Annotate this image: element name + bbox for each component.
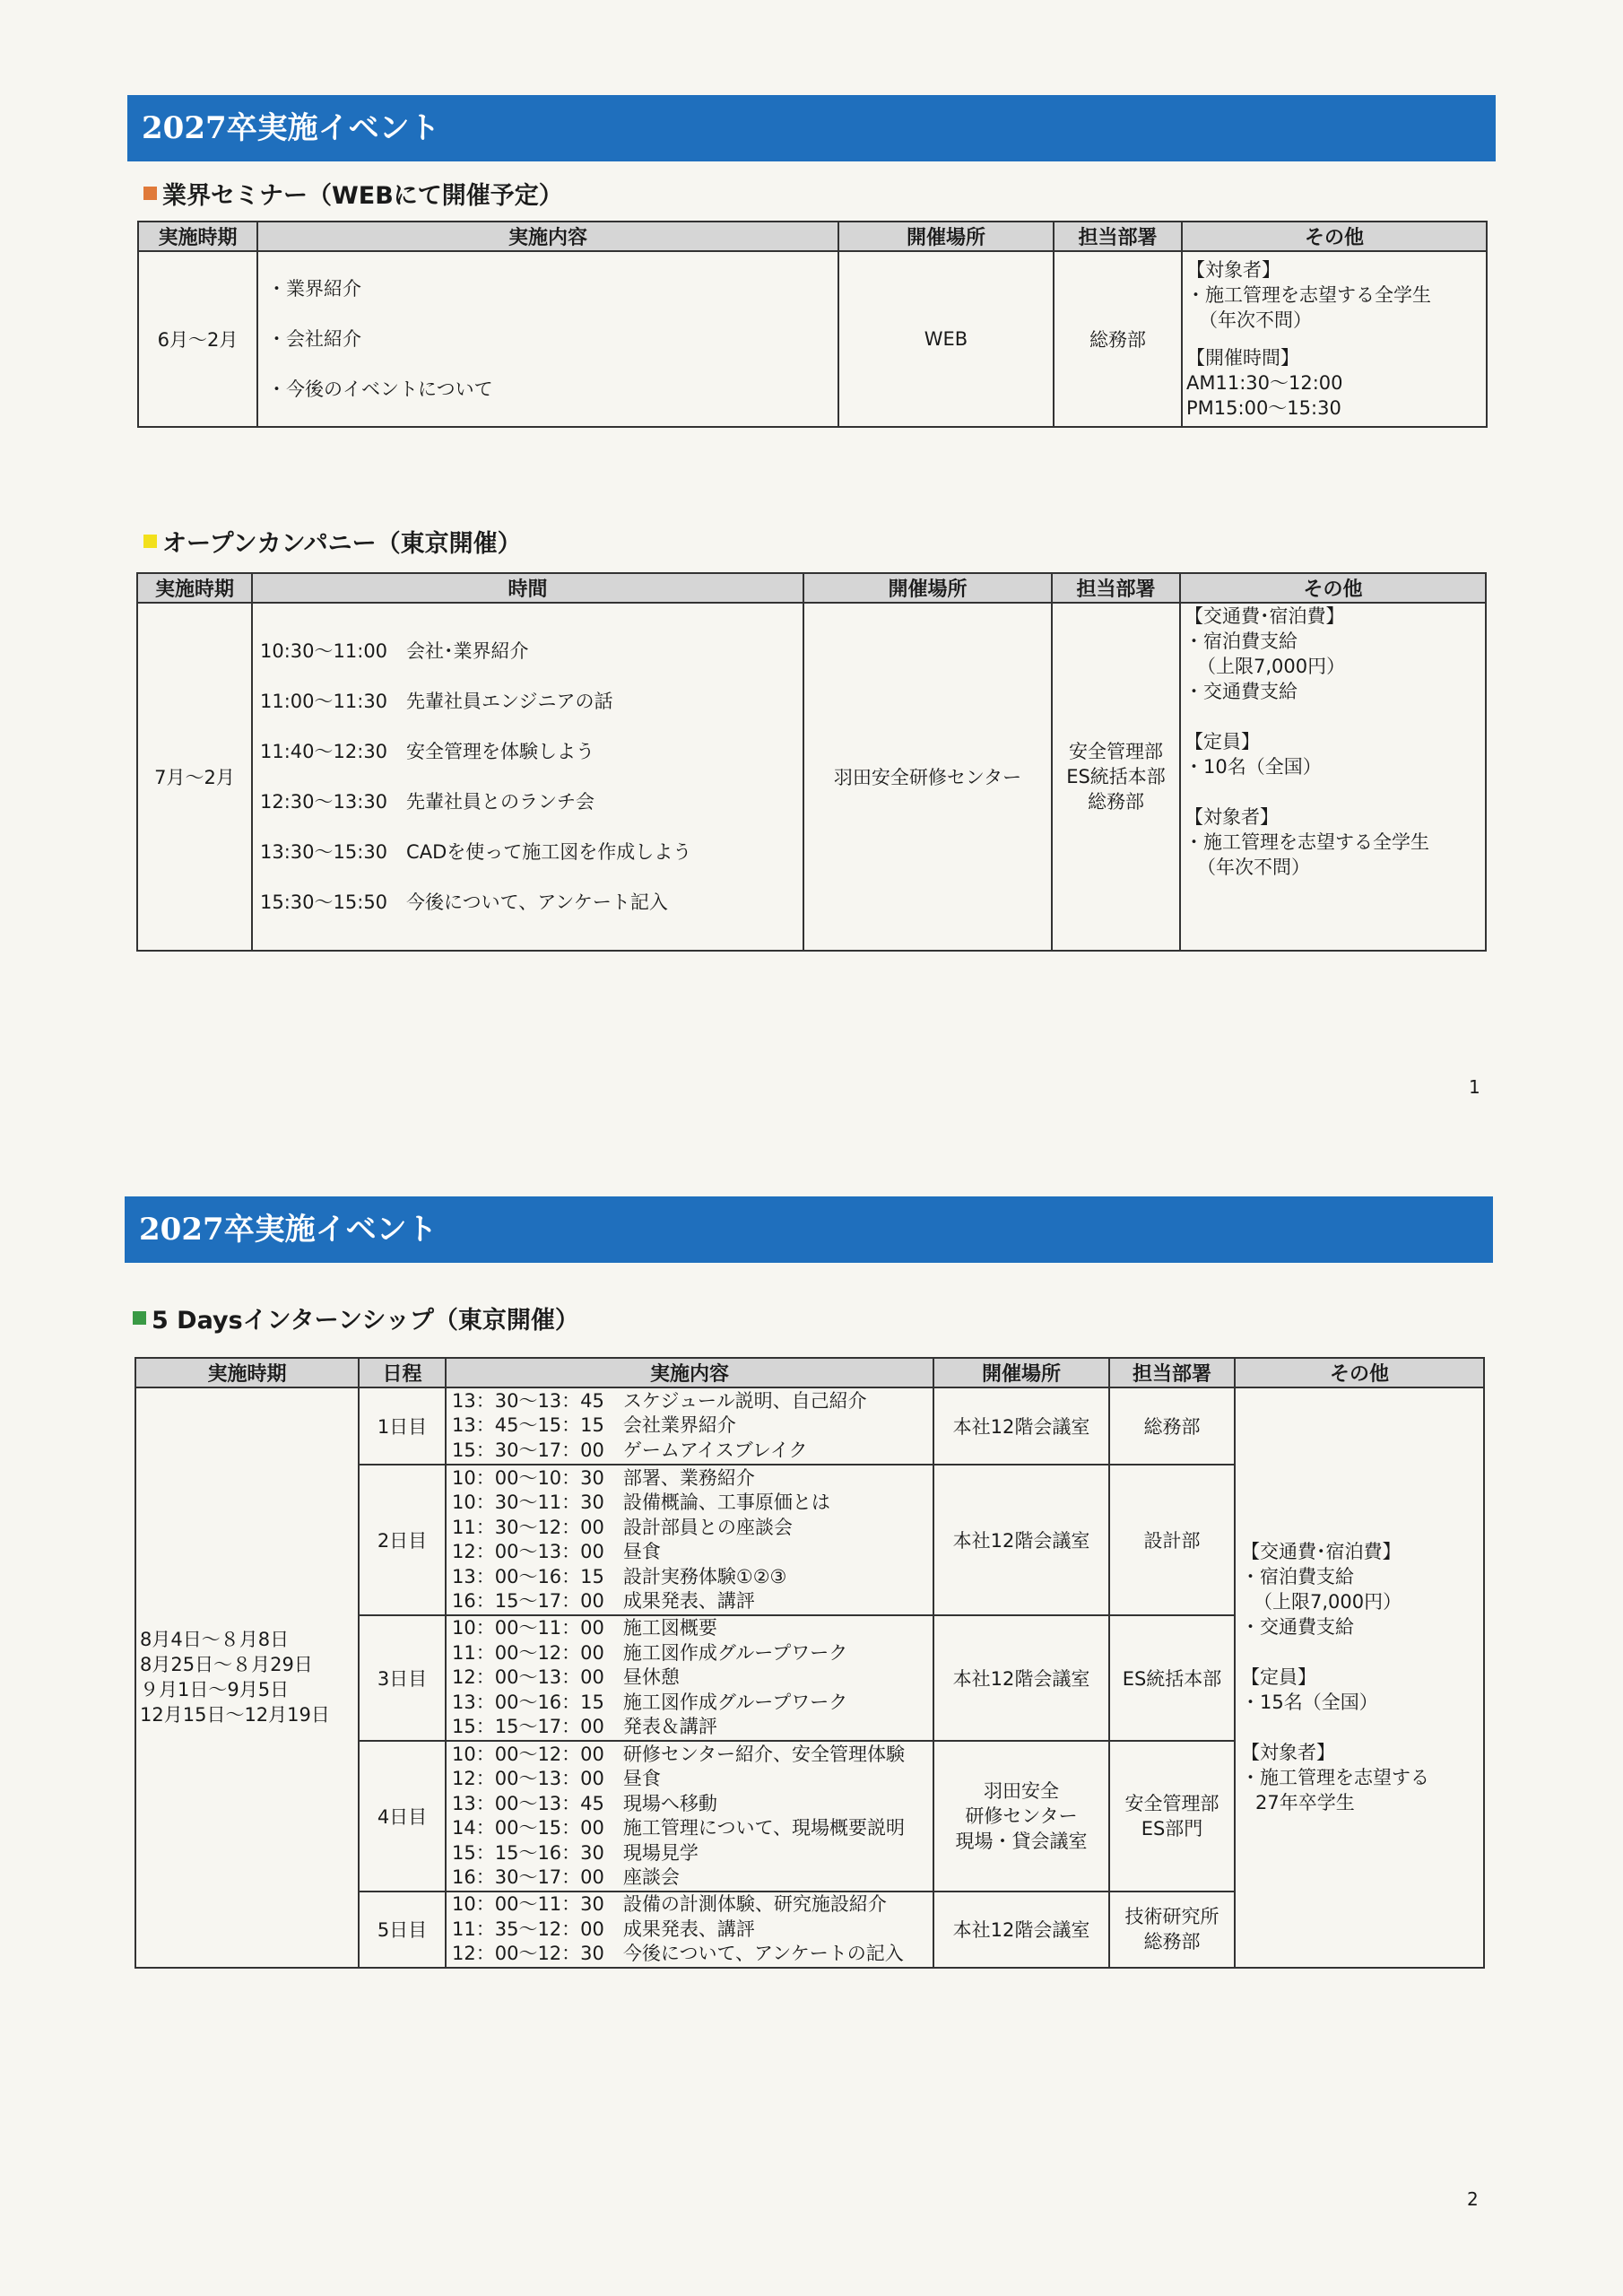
- other-line: 【交通費･宿泊費】: [1241, 1541, 1402, 1563]
- day-label: 2日目: [359, 1465, 446, 1615]
- other-line: ・宿泊費支給: [1185, 631, 1298, 652]
- header-dept: 担当部署: [1109, 1358, 1235, 1387]
- schedule-item: 12：00～12：30 今後について、アンケートの記入: [452, 1943, 904, 1964]
- schedule-item: 13：45～15：15 会社業界紹介: [452, 1414, 736, 1437]
- other-line: 【開催時間】: [1186, 347, 1299, 369]
- other-line: （上限7,000円）: [1197, 656, 1346, 677]
- schedule-item: 12：00～13：00 昼食: [452, 1768, 661, 1789]
- schedule-item: 13：00～13：45 現場へ移動: [452, 1792, 717, 1814]
- schedule-item: 13：30～13：45 スケジュール説明、自己紹介: [452, 1389, 867, 1412]
- open-company-schedule: [252, 603, 803, 951]
- day-dept: ES統括本部: [1109, 1615, 1235, 1741]
- other-line: 【定員】: [1185, 731, 1260, 752]
- day-venue: [933, 1741, 1109, 1892]
- header-dept: 担当部署: [1054, 222, 1182, 251]
- header-venue: 開催場所: [803, 573, 1052, 603]
- list-item: ・会社紹介: [267, 328, 361, 350]
- other-line: （上限7,000円）: [1254, 1591, 1402, 1613]
- header-other: その他: [1180, 573, 1486, 603]
- other-line: ・施工管理を志望する: [1241, 1767, 1429, 1789]
- header-time: 時間: [252, 573, 803, 603]
- yellow-square-icon: [143, 535, 157, 548]
- other-line: ・施工管理を志望する全学生: [1185, 831, 1429, 853]
- header-content: 実施内容: [257, 222, 838, 251]
- header-other: その他: [1235, 1358, 1484, 1387]
- seminar-title-text: 業界セミナー（WEBにて開催予定）: [162, 182, 563, 210]
- day-venue: 本社12階会議室: [933, 1615, 1109, 1741]
- other-line: [1241, 1715, 1478, 1740]
- schedule-item: 11:40～12:30 安全管理を体験しよう: [260, 741, 595, 762]
- schedule-item: 11:00～11:30 先輩社員エンジニアの話: [260, 691, 613, 712]
- internship-title: [133, 1300, 579, 1335]
- other-line: [1241, 1639, 1478, 1665]
- day-schedule: [446, 1741, 933, 1892]
- header-content: 実施内容: [446, 1358, 933, 1387]
- schedule-item: 12:30～13:30 先輩社員とのランチ会: [260, 791, 595, 813]
- seminar-other: [1182, 251, 1487, 427]
- other-line: [1186, 333, 1482, 345]
- open-company-period: 7月～2月: [137, 603, 252, 951]
- schedule-item: 13：00～16：15 設計実務体験①②③: [452, 1565, 787, 1587]
- schedule-item: 14：00～15：00 施工管理について、現場概要説明: [452, 1817, 906, 1839]
- day-venue: 本社12階会議室: [933, 1387, 1109, 1465]
- header-venue: 開催場所: [838, 222, 1054, 251]
- list-item: ・業界紹介: [267, 278, 361, 300]
- schedule-item: 10:30～11:00 会社･業界紹介: [260, 640, 529, 662]
- open-company-title-text: オープンカンパニー（東京開催）: [162, 530, 522, 558]
- seminar-period: 6月～2月: [138, 251, 257, 427]
- day-label: 3日目: [359, 1615, 446, 1741]
- dept-line: ES統括本部: [1066, 766, 1166, 787]
- day-schedule: [446, 1387, 933, 1465]
- day-venue: 本社12階会議室: [933, 1465, 1109, 1615]
- other-line: 【対象者】: [1241, 1742, 1335, 1764]
- other-line: 【対象者】: [1185, 806, 1279, 828]
- period-line: 12月15日～12月19日: [140, 1704, 330, 1726]
- internship-table: [135, 1357, 1485, 1969]
- other-line: ・15名（全国）: [1241, 1692, 1378, 1714]
- page-number: 1: [1469, 1076, 1480, 1098]
- orange-square-icon: [143, 187, 157, 200]
- header-venue: 開催場所: [933, 1358, 1109, 1387]
- schedule-item: 10：00～12：00 研修センター紹介、安全管理体験: [452, 1743, 906, 1765]
- other-line: ・10名（全国）: [1185, 756, 1322, 778]
- other-line: 【定員】: [1241, 1666, 1316, 1689]
- internship-other: [1235, 1387, 1484, 1968]
- other-line: PM15:00～15:30: [1186, 397, 1341, 419]
- page-number: 2: [1467, 2188, 1479, 2210]
- dept-line: 安全管理部: [1069, 741, 1163, 762]
- schedule-item: 10：00～10：30 部署、業務紹介: [452, 1466, 755, 1489]
- day-venue: 本社12階会議室: [933, 1892, 1109, 1968]
- header-dept: 担当部署: [1052, 573, 1180, 603]
- day-dept: 総務部: [1109, 1387, 1235, 1465]
- venue-line: 羽田安全: [984, 1780, 1059, 1802]
- period-line: 8月4日～８月8日: [140, 1629, 290, 1651]
- other-line: [1185, 779, 1481, 804]
- schedule-item: 10：00～11：00 施工図概要: [452, 1617, 717, 1639]
- list-item: ・今後のイベントについて: [267, 378, 493, 400]
- open-company-title: [143, 524, 522, 559]
- schedule-item: 12：00～13：00 昼休憩: [452, 1666, 680, 1689]
- open-company-other: [1180, 603, 1486, 951]
- other-line: [1185, 704, 1481, 729]
- open-company-venue: 羽田安全研修センター: [803, 603, 1052, 951]
- day-schedule: [446, 1892, 933, 1968]
- day-label: 5日目: [359, 1892, 446, 1968]
- day-dept: [1109, 1741, 1235, 1892]
- dept-line: 総務部: [1088, 791, 1144, 813]
- dept-line: ES部門: [1141, 1818, 1203, 1839]
- schedule-item: 16：15～17：00 成果発表、講評: [452, 1590, 755, 1612]
- internship-title-text: 5 Daysインターンシップ（東京開催）: [152, 1307, 579, 1335]
- period-line: 8月25日～８月29日: [140, 1654, 313, 1676]
- day-dept: [1109, 1892, 1235, 1968]
- schedule-item: 13:30～15:30 CADを使って施工図を作成しよう: [260, 841, 692, 863]
- header-day: 日程: [359, 1358, 446, 1387]
- green-square-icon: [133, 1311, 146, 1325]
- other-line: ・交通費支給: [1185, 681, 1298, 702]
- schedule-item: 12：00～13：00 昼食: [452, 1541, 661, 1562]
- day-label: 1日目: [359, 1387, 446, 1465]
- schedule-item: 15：15～16：30 現場見学: [452, 1841, 699, 1864]
- dept-line: 技術研究所: [1124, 1906, 1219, 1928]
- page-banner: 2027卒実施イベント: [127, 95, 1496, 161]
- other-line: AM11:30～12:00: [1186, 372, 1343, 394]
- other-line: （年次不問）: [1197, 857, 1310, 878]
- other-line: 【対象者】: [1186, 259, 1280, 281]
- schedule-item: 16：30～17：00 座談会: [452, 1866, 680, 1888]
- open-company-table: [136, 572, 1487, 952]
- venue-line: 研修センター: [965, 1805, 1078, 1827]
- venue-line: 現場・貸会議室: [955, 1831, 1088, 1852]
- schedule-item: 15：15～17：00 発表＆講評: [452, 1716, 717, 1738]
- seminar-title: [143, 176, 563, 211]
- dept-line: 安全管理部: [1124, 1793, 1219, 1814]
- schedule-item: 10：00～11：30 設備の計測体験、研究施設紹介: [452, 1893, 887, 1915]
- seminar-dept: 総務部: [1054, 251, 1182, 427]
- dept-line: 総務部: [1143, 1931, 1201, 1953]
- internship-periods: [135, 1387, 359, 1968]
- seminar-venue: WEB: [838, 251, 1054, 427]
- other-line: ・交通費支給: [1241, 1616, 1354, 1639]
- day-schedule: [446, 1465, 933, 1615]
- schedule-item: 11：35～12：00 成果発表、講評: [452, 1918, 755, 1940]
- other-line: 【交通費･宿泊費】: [1185, 605, 1345, 627]
- other-line: （年次不問）: [1199, 309, 1312, 331]
- other-line: ・施工管理を志望する全学生: [1186, 284, 1431, 306]
- schedule-item: 15：30～17：00 ゲームアイスブレイク: [452, 1439, 808, 1461]
- seminar-table: [137, 221, 1488, 428]
- page-2: [0, 1148, 1623, 2296]
- header-period: 実施時期: [138, 222, 257, 251]
- schedule-item: 15:30～15:50 今後について、アンケート記入: [260, 891, 668, 913]
- schedule-item: 10：30～11：30 設備概論、工事原価とは: [452, 1492, 830, 1513]
- period-line: ９月1日～9月5日: [140, 1679, 290, 1701]
- page-banner: 2027卒実施イベント: [125, 1196, 1493, 1263]
- schedule-item: 11：00～12：00 施工図作成グループワーク: [452, 1641, 848, 1664]
- other-line: 27年卒学生: [1255, 1792, 1355, 1814]
- day-label: 4日目: [359, 1741, 446, 1892]
- schedule-item: 11：30～12：00 設計部員との座談会: [452, 1516, 793, 1538]
- day-schedule: [446, 1615, 933, 1741]
- open-company-depts: [1052, 603, 1180, 951]
- header-period: 実施時期: [137, 573, 252, 603]
- other-line: ・宿泊費支給: [1241, 1566, 1354, 1588]
- seminar-contents: [257, 251, 838, 427]
- header-period: 実施時期: [135, 1358, 359, 1387]
- day-dept: 設計部: [1109, 1465, 1235, 1615]
- header-other: その他: [1182, 222, 1487, 251]
- schedule-item: 13：00～16：15 施工図作成グループワーク: [452, 1691, 848, 1713]
